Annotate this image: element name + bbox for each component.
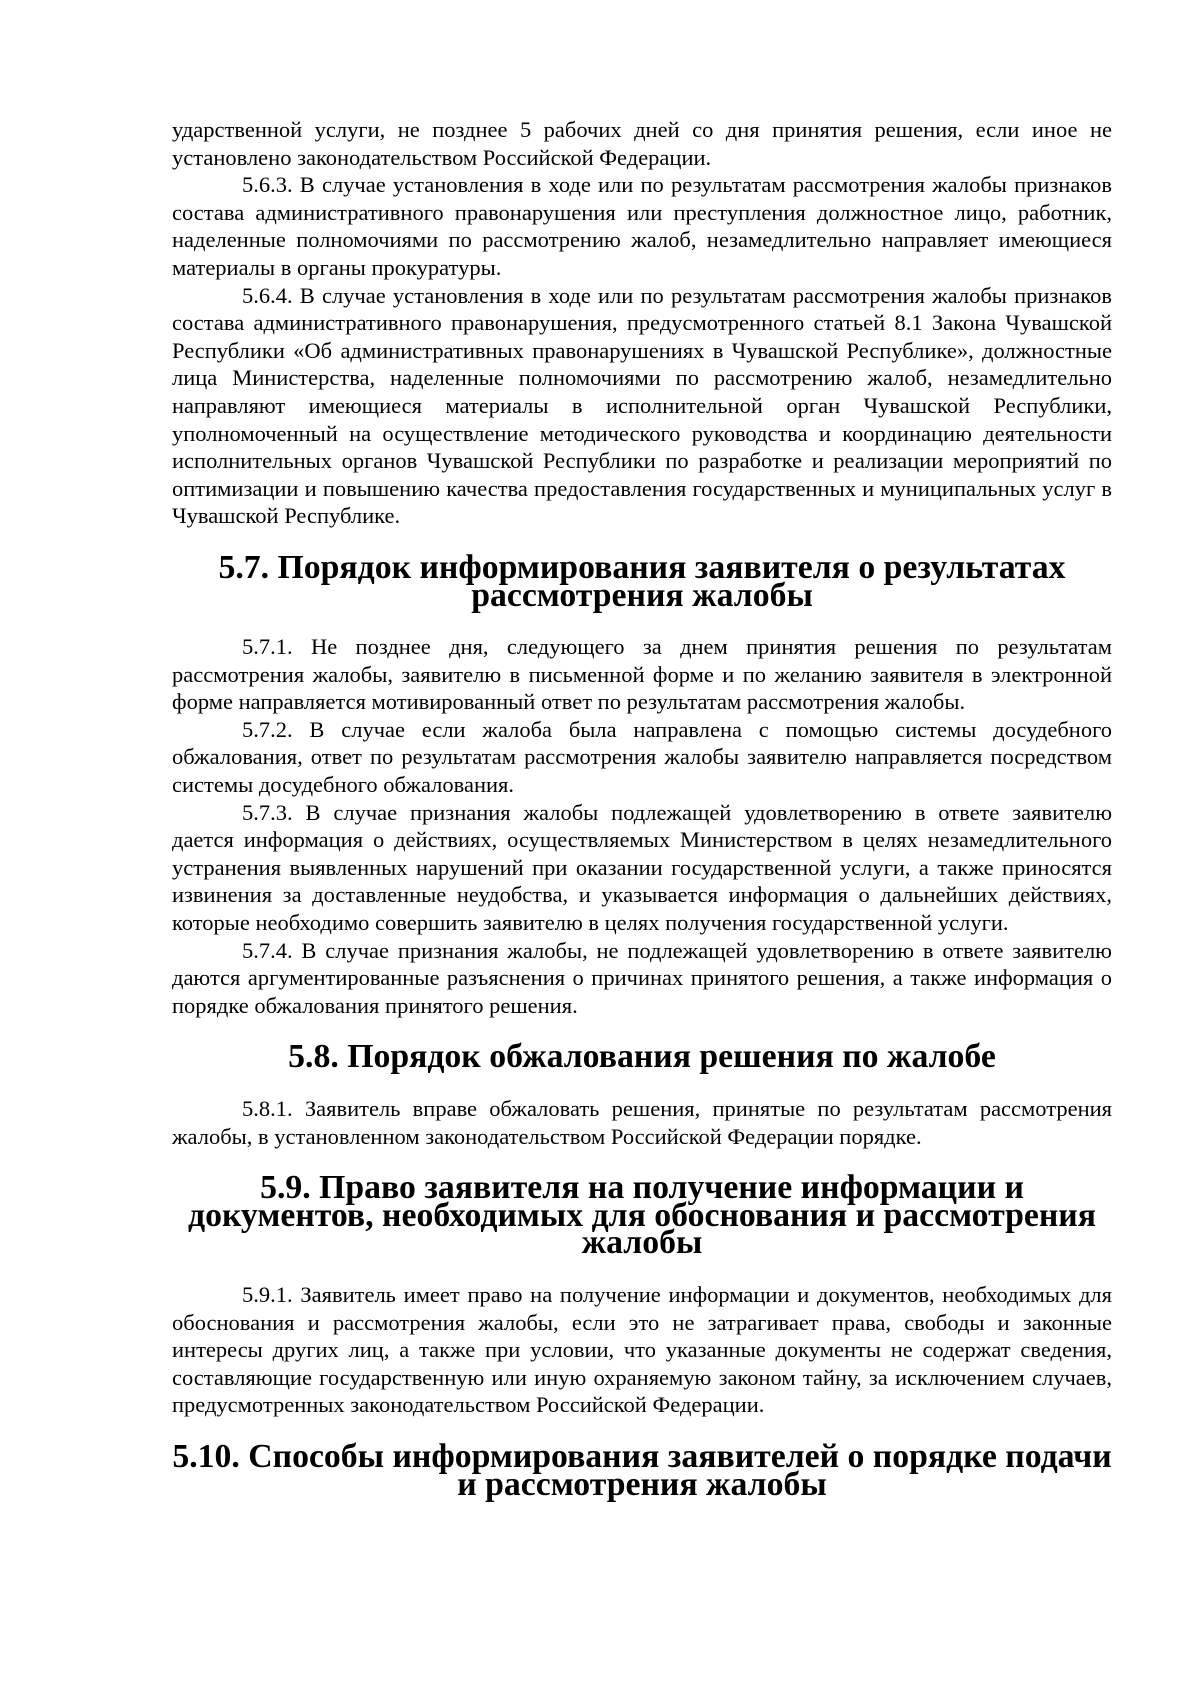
paragraph-5-9-1: 5.9.1. Заявитель имеет право на получение информации и документов, необходимых для обоснования и рассмотрения жалобы, если это не затрагивает права, свободы и законные интересы других лиц, а также при условии, что указанные документы не содержат сведения, составляющие государственную или иную охраняемую законом тайну, за исключением случаев, предусмотренных законодательством Российской Федерации. bbox=[172, 1281, 1112, 1418]
paragraph-5-7-3: 5.7.3. В случае признания жалобы подлежащей удовлетворению в ответе заявителю дается информация о действиях, осуществляемых Министерством в целях незамедлительного устранения выявленных нарушений при оказании государственной услуги, а также приносятся извинения за доставленные неудобства, и указывается информация о дальнейших действиях, которые необходимо совершить заявителю в целях получения государственной услуги. bbox=[172, 799, 1112, 936]
paragraph-5-7-1: 5.7.1. Не позднее дня, следующего за днем принятия решения по результатам рассмотрения жалобы, заявителю в письменной форме и по желанию заявителя в электронной форме направляется мотивированный ответ по результатам рассмотрения жалобы. bbox=[172, 634, 1112, 715]
heading-5-9: 5.9. Право заявителя на получение информации и документов, необходимых для обоснования и рассмотрения жалобы bbox=[188, 1169, 1096, 1262]
paragraph-5-7-4: 5.7.4. В случае признания жалобы, не подлежащей удовлетворению в ответе заявителю даются аргументированные разъяснения о причинах принятого решения, а также информация о порядке обжалования принятого решения. bbox=[172, 937, 1112, 1018]
paragraph-continuation: ударственной услуги, не позднее 5 рабочих дней со дня принятия решения, если иное не установлено законодательством Российской Федерации. bbox=[172, 117, 1112, 170]
paragraph-5-7-2: 5.7.2. В случае если жалоба была направлена с помощью системы досудебного обжалования, ответ по результатам рассмотрения жалобы заявителю направляется посредством системы досудебного обжалования. bbox=[172, 716, 1112, 798]
heading-5-8: 5.8. Порядок обжалования решения по жалобе bbox=[288, 1038, 996, 1076]
heading-5-7: 5.7. Порядок информирования заявителя о результатах рассмотрения жалобы bbox=[218, 548, 1066, 614]
paragraph-5-6-3: 5.6.3. В случае установления в ходе или по результатам рассмотрения жалобы признаков состава административного правонарушения или преступления должностное лицо, работник, наделенные полномочиями по рассмотрению жалоб, незамедлительно направляет имеющиеся материалы в органы прокуратуры. bbox=[172, 172, 1112, 280]
heading-5-10: 5.10. Способы информирования заявителей о порядке подачи и рассмотрения жалобы bbox=[172, 1437, 1112, 1503]
paragraph-5-6-4: 5.6.4. В случае установления в ходе или по результатам рассмотрения жалобы признаков состава административного правонарушения, предусмотренного статьей 8.1 Закона Чувашской Республики «Об административных правонарушениях в Чувашской Республике», должностные лица Министерства, наделенные полномочиями по рассмотрению жалоб, незамедлительно направляют имеющиеся материалы в исполнительной орган Чувашской Республики, уполномоченный на осуществление методического руководства и координацию деятельности исполнительных органов Чувашской Республики по разработке и реализации мероприятий по оптимизации и повышению качества предоставления государственных и муниципальных услуг в Чувашской Республике. bbox=[172, 282, 1112, 529]
document-page bbox=[172, 116, 1112, 1503]
paragraph-5-8-1: 5.8.1. Заявитель вправе обжаловать решения, принятые по результатам рассмотрения жалобы, в установленном законодательством Российской Федерации порядке. bbox=[172, 1096, 1112, 1149]
